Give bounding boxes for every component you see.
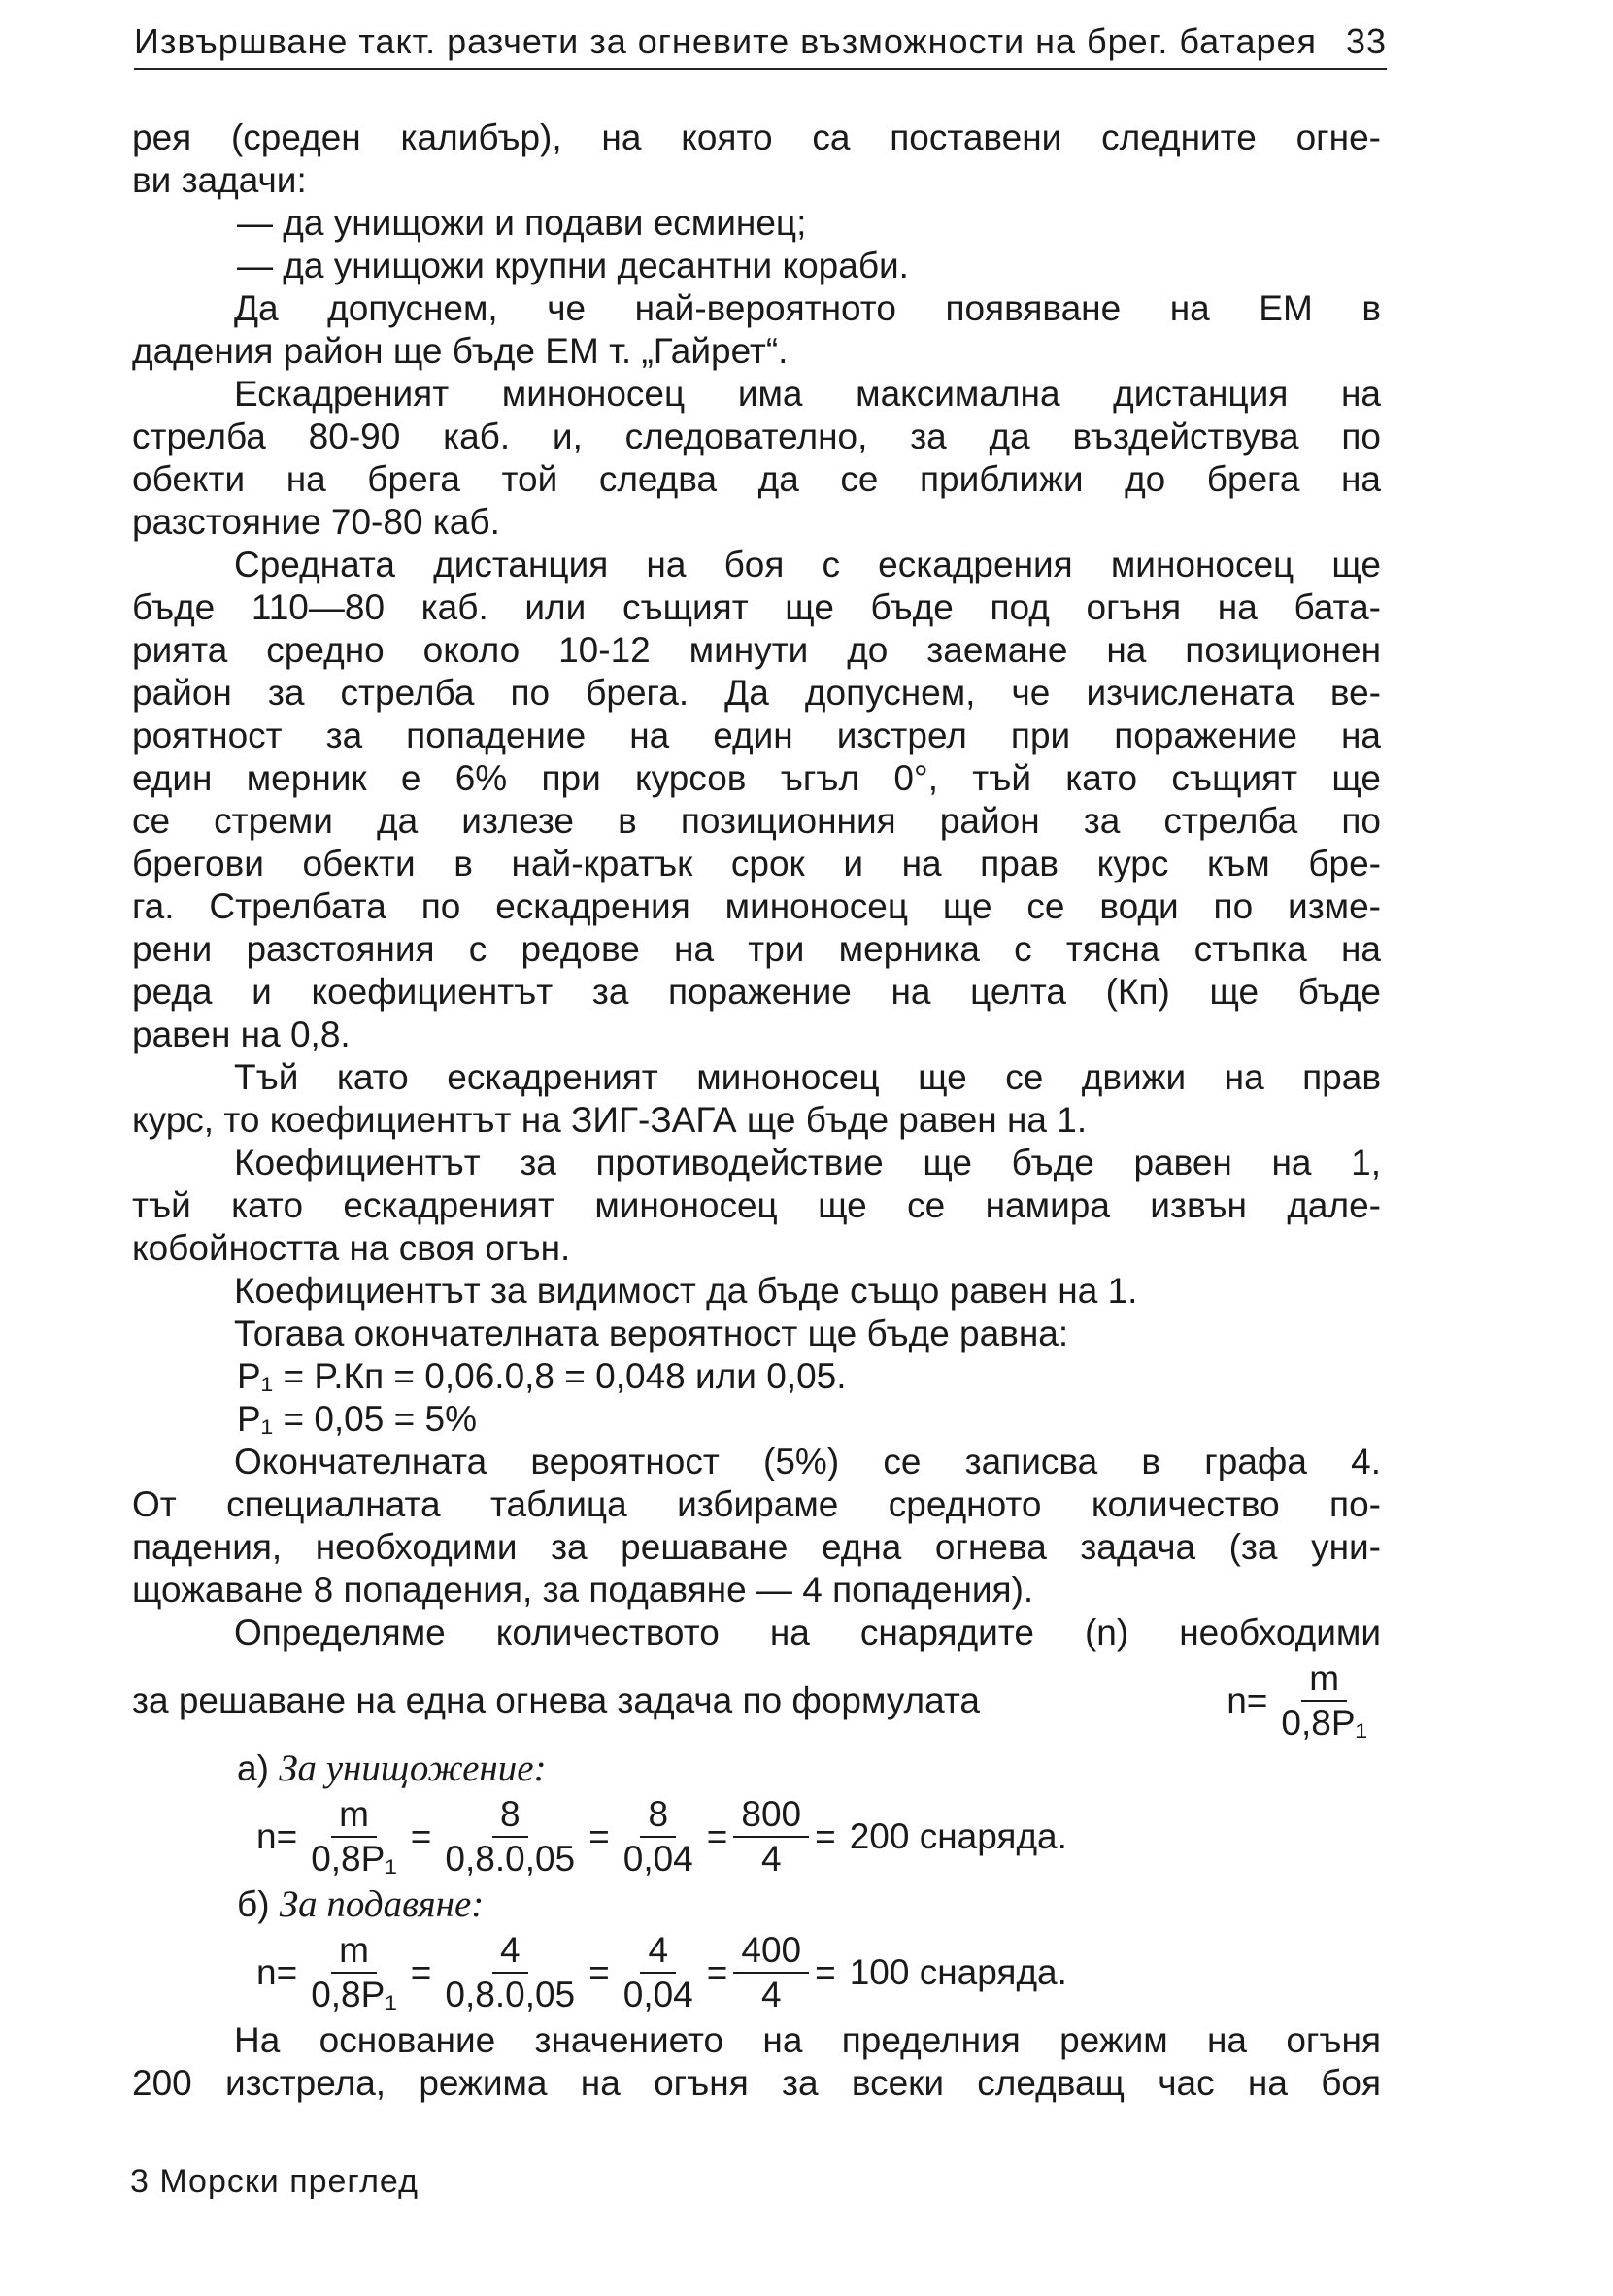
case-a-label: а) [237,1748,269,1788]
text-line: Да допуснем, че най-вероятното появяване на ЕМ в [234,288,1381,328]
formula-fraction [303,1931,405,2014]
text-line: един мерник е 6% при курсов ъгъл 0°, тъй като същият ще [132,758,1381,798]
fraction-numerator: 800 [733,1795,809,1838]
fraction-denominator: 0,8P₁ [311,1839,397,1879]
text-line: дадения район ще бъде ЕМ т. „Гайрет“. [132,331,789,371]
fraction-numerator: 400 [733,1931,809,1974]
equals-sign: = [588,1816,610,1856]
formula-fraction [303,1795,405,1879]
text-line: реда и коефициентът за поражение на целта (Кп) ще бъде [132,972,1381,1012]
text-line: рени разстояния с редове на три мерника с тясна стъпка на [132,929,1381,969]
text-line: На основание значението на пределния режим на огъня [234,2020,1381,2060]
text-line: Окончателната вероятност (5%) се записва в графа 4. [234,1442,1381,1481]
equals-sign: = [706,1816,728,1856]
equals-sign: = [706,1952,728,1992]
fraction-denominator: 4 [760,1975,782,2014]
text-line: Определяме количеството на снарядите (n) необходими [234,1613,1381,1652]
equals-sign: = [815,1816,836,1856]
running-header-title: Извършване такт. разчети за огневите възможности на брег. батарея [134,21,1318,61]
case-a-formula [256,1790,1381,1883]
page-footer: 3 Морски преглед [130,2163,419,2200]
case-b-result: 100 снаряда. [849,1952,1067,1992]
text-line: га. Стрелбата по ескадрения миноносец ще се води по изме- [132,886,1381,926]
formula-line: P₁ = P.Кп = 0,06.0,8 = 0,048 или 0,05. [237,1356,847,1396]
formula-intro-words: за решаване на една огнева задача по формулата [132,1680,980,1720]
text-line: бъде 110—80 каб. или същият ще бъде под огъня на бата- [132,587,1381,627]
text-line: Средната дистанция на боя с ескадрения миноносец ще [234,545,1381,584]
fraction-numerator: m [1301,1659,1347,1702]
page-number: 33 [1345,21,1387,61]
text-line: падения, необходими за решаване една огнева задача (за уни- [132,1527,1381,1567]
task-item: — да унищожи крупни десантни кораби. [237,246,909,285]
fraction-denominator: 0,8.0,05 [445,1839,576,1879]
text-line: рията средно около 10-12 минути до заемане на позиционен [132,630,1381,670]
fraction-numerator: m [331,1931,377,1974]
fraction-numerator: 4 [640,1931,676,1974]
equals-sign: = [588,1952,610,1992]
header-rule [134,68,1387,70]
task-item: — да унищожи и подави есминец; [237,203,807,243]
text-line: роятност за попадение на един изстрел при поражение на [132,715,1381,755]
text-line: Коефициентът за видимост да бъде също равен на 1. [234,1271,1138,1311]
equals-sign: = [410,1816,432,1856]
text-line: ви задачи: [132,160,307,200]
text-line: равен на 0,8. [132,1015,351,1054]
formula-fraction [616,1795,701,1879]
formula-fraction [733,1931,809,2014]
fraction-numerator: 4 [492,1931,528,1974]
formula-fraction [437,1931,583,2014]
case-a-heading [132,1747,1381,1790]
fraction-denominator: 0,04 [622,1839,693,1879]
formula-fraction [616,1931,701,2014]
running-header [134,21,1387,62]
formula-lhs: n= [1227,1680,1268,1720]
formula-lhs: n= [256,1952,298,1992]
fraction-numerator: m [331,1795,377,1838]
fraction-numerator: 8 [492,1795,528,1838]
text-line: брегови обекти в най-кратък срок и на прав курс към бре- [132,844,1381,883]
text-line: щожаване 8 попадения, за подавяне — 4 попадения). [132,1570,1034,1610]
equals-sign: = [410,1952,432,1992]
formula-lhs: n= [256,1816,298,1856]
case-b-formula [256,1926,1381,2019]
equals-sign: = [815,1952,836,1992]
text-line: Ескадреният миноносец има максимална дистанция на [234,374,1381,414]
text-line: стрелба 80-90 каб. и, следователно, за да въздействува по [132,416,1381,456]
case-a-result: 200 снаряда. [849,1816,1067,1856]
fraction-denominator: 0,8.0,05 [445,1975,576,2014]
formula-fraction [1273,1659,1375,1743]
text-line: се стреми да излезе в позиционния район за стрелба по [132,801,1381,841]
fraction-denominator: 0,04 [622,1975,693,2014]
fraction-denominator: 0,8P₁ [1281,1703,1367,1743]
text-line: Тогава окончателната вероятност ще бъде равна: [234,1314,1069,1353]
formula-intro [132,1654,1381,1747]
text-line: Тъй като ескадреният миноносец ще се движи на прав [234,1057,1381,1097]
fraction-denominator: 4 [760,1839,782,1879]
case-b-label: б) [237,1884,270,1924]
fraction-denominator: 0,8P₁ [311,1975,397,2014]
text-line: рея (среден калибър), на която са поставени следните огне- [132,117,1381,157]
text-line: район за стрелба по брега. Да допуснем, че изчислената ве- [132,673,1381,713]
text-line: От специалната таблица избираме средното количество по- [132,1484,1381,1524]
body-text [132,116,1381,2105]
case-b-heading [132,1883,1381,1926]
text-line: кобойността на своя огън. [132,1228,571,1268]
text-line: 200 изстрела, режима на огъня за всеки следващ час на боя [132,2063,1381,2103]
case-b-title: За подавяне: [279,1883,485,1925]
text-line: тъй като ескадреният миноносец ще се намира извън дале- [132,1185,1381,1225]
fraction-numerator: 8 [640,1795,676,1838]
formula-fraction [437,1795,583,1879]
formula-line: P₁ = 0,05 = 5% [237,1399,477,1439]
text-line: разстояние 70-80 каб. [132,502,500,542]
text-line: курс, то коефициентът на ЗИГ-ЗАГА ще бъде равен на 1. [132,1100,1088,1140]
formula-fraction [733,1795,809,1879]
text-line: Коефициентът за противодействие ще бъде равен на 1, [234,1143,1381,1182]
formula-intro-text [132,1680,1201,1721]
case-a-title: За унищожение: [279,1747,547,1789]
text-line: обекти на брега той следва да се приближи до брега на [132,459,1381,499]
